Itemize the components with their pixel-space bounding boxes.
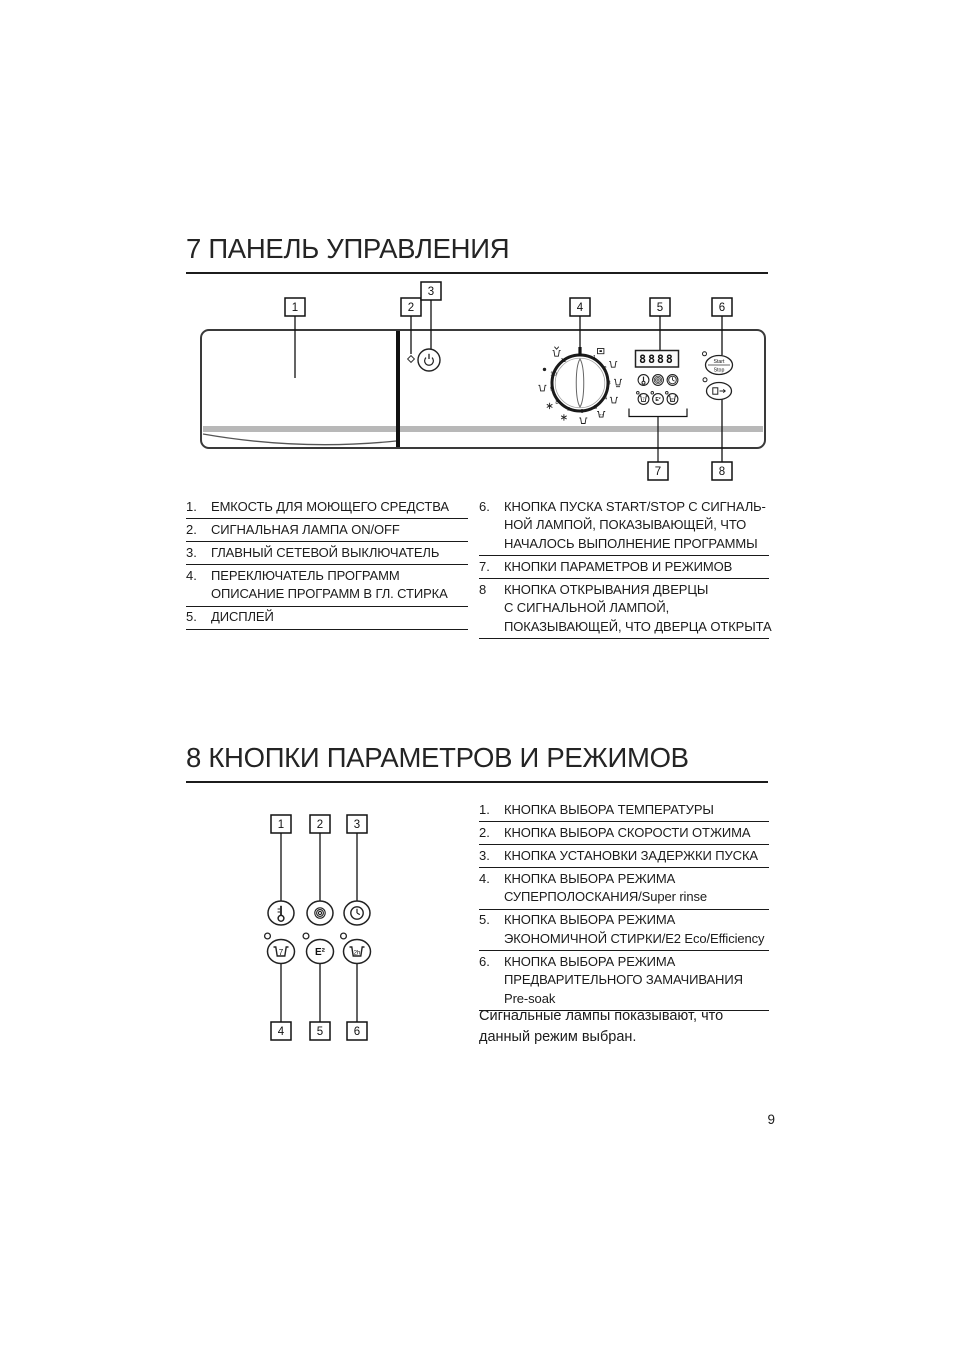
e2-icon: E² <box>315 947 325 958</box>
svg-text:4: 4 <box>277 1026 285 1039</box>
svg-text:7: 7 <box>654 466 662 479</box>
svg-text:1: 1 <box>592 355 597 362</box>
control-panel-diagram <box>180 275 780 490</box>
svg-text:2h: 2h <box>670 397 675 402</box>
dial-pointer <box>578 347 581 356</box>
lamp-dot-icon <box>666 392 669 395</box>
delay-start-button <box>344 901 370 925</box>
svg-text:10: 10 <box>550 371 557 378</box>
svg-text:3: 3 <box>353 819 361 832</box>
svg-text:7: 7 <box>566 407 570 413</box>
svg-text:1: 1 <box>291 302 299 315</box>
svg-text:Stop: Stop <box>713 367 725 374</box>
svg-text:5: 5 <box>593 404 598 411</box>
legend-item: 7. КНОПКИ ПАРАМЕТРОВ И РЕЖИМОВ <box>479 556 769 579</box>
callout-boxes <box>271 815 367 1040</box>
lamp-dot-icon <box>265 933 271 939</box>
section-7-title: 7 ПАНЕЛЬ УПРАВЛЕНИЯ <box>186 233 768 274</box>
legend-item: 5. КНОПКА ВЫБОРА РЕЖИМА ЭКОНОМИЧНОЙ СТИРКИ/E2 Eco/Efficiency <box>479 910 769 952</box>
svg-text:5: 5 <box>656 302 664 315</box>
legend-item: 1. ЕМКОСТЬ ДЛЯ МОЮЩЕГО СРЕДСТВА <box>186 496 468 519</box>
svg-text:1: 1 <box>277 819 285 832</box>
svg-text:2: 2 <box>316 819 324 832</box>
svg-text:7: 7 <box>278 948 284 957</box>
svg-text:7: 7 <box>642 396 645 402</box>
svg-text:3: 3 <box>607 380 611 387</box>
lamp-dot-icon <box>303 933 309 939</box>
legend-item: 4. КНОПКА ВЫБОРА РЕЖИМА СУПЕРПОЛОСКАНИЯ/Super rinse <box>479 868 769 910</box>
display-value: 8888 <box>639 351 675 366</box>
svg-text:11: 11 <box>560 358 567 364</box>
svg-text:2: 2 <box>407 302 415 315</box>
legend-item: 2. СИГНАЛЬНАЯ ЛАМПА ON/OFF <box>186 519 468 542</box>
panel-legend-left <box>186 496 468 630</box>
legend-item: 6. КНОПКА ПУСКА START/STOP С СИГНАЛЬ- НОЙ ЛАМПОЙ, ПОКАЗЫВАЮЩЕЙ, ЧТО НАЧАЛОСЬ ВЫПОЛНЕНИЕ ПРОГРАММЫ <box>479 496 769 556</box>
svg-text:8: 8 <box>718 466 726 479</box>
eco-button <box>307 940 334 964</box>
lamps-note: Сигнальные лампы показывают, что данный режим выбран. <box>479 1008 724 1045</box>
svg-text:2: 2 <box>603 366 607 372</box>
panel-legend-right <box>479 496 772 639</box>
svg-text:5: 5 <box>316 1026 324 1039</box>
svg-text:9: 9 <box>549 386 554 393</box>
e2-icon <box>655 397 660 403</box>
page-number: 9 <box>767 1112 775 1127</box>
svg-text:4: 4 <box>576 302 584 315</box>
svg-text:6: 6 <box>718 302 726 315</box>
presoak-button <box>344 940 371 964</box>
mode-buttons-diagram <box>250 810 390 1045</box>
legend-item: 3. КНОПКА УСТАНОВКИ ЗАДЕРЖКИ ПУСКА <box>479 845 769 868</box>
legend-item: 4. ПЕРЕКЛЮЧАТЕЛЬ ПРОГРАММ ОПИСАНИЕ ПРОГРАММ В ГЛ. СТИРКА <box>186 565 468 607</box>
section-8-title: 8 КНОПКИ ПАРАМЕТРОВ И РЕЖИМОВ <box>186 742 768 783</box>
panel-trim-band <box>203 426 763 432</box>
svg-text:6: 6 <box>353 1026 361 1039</box>
display <box>636 351 679 368</box>
dial-knob <box>576 359 584 407</box>
spin-speed-button <box>307 901 333 925</box>
temperature-button <box>268 901 294 925</box>
super-rinse-button <box>268 940 295 964</box>
legend-item: 2. КНОПКА ВЫБОРА СКОРОСТИ ОТЖИМА <box>479 822 769 845</box>
lamp-dot-icon <box>703 352 707 356</box>
legend-item: 8 КНОПКА ОТКРЫВАНИЯ ДВЕРЦЫ С СИГНАЛЬНОЙ ЛАМПОЙ, ПОКАЗЫВАЮЩЕЙ, ЧТО ДВЕРЦА ОТКРЫТА <box>479 579 769 639</box>
svg-text:4: 4 <box>603 395 608 402</box>
lamp-dot-icon <box>703 378 707 382</box>
legend-item: 1. КНОПКА ВЫБОРА ТЕМПЕРАТУРЫ <box>479 799 769 822</box>
svg-text:E²: E² <box>655 397 661 403</box>
legend-item: 6. КНОПКА ВЫБОРА РЕЖИМА ПРЕДВАРИТЕЛЬНОГО ЗАМАЧИВАНИЯ Pre-soak <box>479 951 769 1011</box>
legend-item: 5. ДИСПЛЕЙ <box>186 607 468 630</box>
mode-buttons-legend <box>479 799 769 1011</box>
svg-text:2h: 2h <box>353 950 361 957</box>
svg-text:6: 6 <box>580 409 584 416</box>
svg-text:3: 3 <box>427 286 435 299</box>
svg-text:Start: Start <box>713 359 725 365</box>
callout-leader-lines <box>278 833 357 1022</box>
svg-text:8: 8 <box>555 400 559 406</box>
power-icon <box>418 349 440 371</box>
lamp-dot-icon <box>341 933 347 939</box>
panel-body <box>201 330 765 448</box>
lamp-dot-icon <box>637 392 640 395</box>
legend-item: 3. ГЛАВНЫЙ СЕТЕВОЙ ВЫКЛЮЧАТЕЛЬ <box>186 542 468 565</box>
lamp-dot-icon <box>651 392 654 395</box>
